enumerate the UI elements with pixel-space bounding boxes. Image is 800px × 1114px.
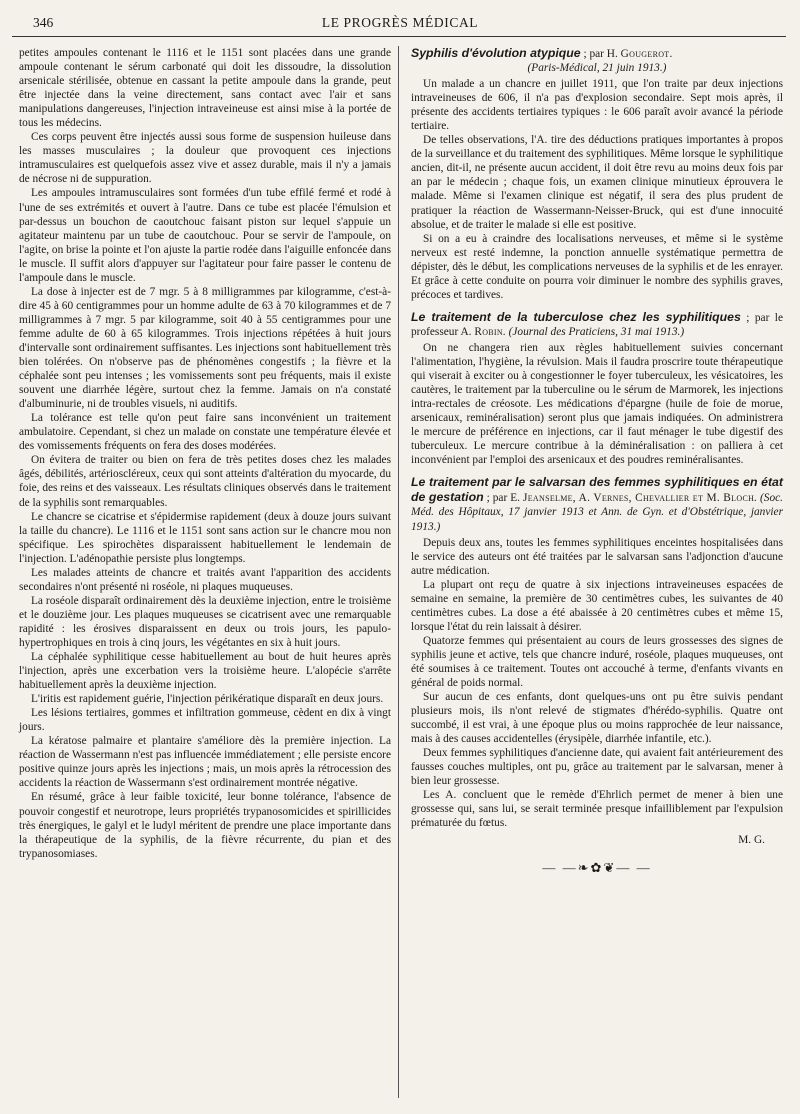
page-number: 346 <box>33 15 54 30</box>
article-byline: ; par le professeur A. <box>411 311 783 338</box>
paragraph: En résumé, grâce à leur faible toxicité, leur bonne tolérance, l'absence de pouvoir congestif et neurotrope, leurs propriétés trypanosomicides et spirillicides très énergiques, le galyl et le ludyl méritent de prendre une place importante dans la thérapeutique de la syphilis, de la fièvre récurrente, du pian et des trypanosomiases. <box>19 791 391 860</box>
paragraph: On évitera de traiter ou bien on fera de très petites doses chez les malades âgés, débilités, artérioscléreux, ceux qui sont atteints d'altération du myocarde, du foie, des reins et des vaisseaux. Les résultats cliniques observés dans le traitement de la syphilis sont remarquables. <box>19 454 391 509</box>
right-column <box>411 46 783 875</box>
article-heading <box>411 46 783 75</box>
paragraph: La roséole disparaît ordinairement dès la deuxième injection, entre le troisième et le douzième jour. Les plaques muqueuses se cicatrisent avec une remarquable rapidité : les érosives disparaissent en deux ou trois jours, les papulo-hypertrophiques en trois à cinq jours, les végétantes en six à huit jours. <box>19 594 391 649</box>
article-heading <box>411 310 783 339</box>
paragraph: Sur aucun de ces enfants, dont quelques-uns ont pu être suivis pendant plusieurs mois, ils n'ont relevé de stigmates d'hérédo-syphilis. Quatre ont succombé, il est vrai, à une époque plus ou moins rapprochée de leur naissance, mais à des causes accidentelles (érysipèle, diarrhée infantile, etc.). <box>411 691 783 746</box>
article-source: . (Soc. Méd. des Hôpitaux, 17 janvier 1913 et Ann. de Gyn. et d'Obstétrique, janvier 1913.) <box>411 492 783 533</box>
paragraph: Un malade a un chancre en juillet 1911, que l'on traite par deux injections intraveineuses de 606, il n'a pas d'explosion secondaire. Sept mois après, il présente des accidents tertiaires typiques : le 606 paraît avoir avancé la période tertiaire. <box>411 78 783 133</box>
paragraph: petites ampoules contenant le 1116 et le 1151 sont placées dans une grande ampoule contenant le sérum carbonaté qui doit les dissoudre, la dissolution arsenicale stérilisée, obtenue en cassant la petite ampoule dans la grande, peut être injectée dans la veine directement, sans contact avec l'air et sans manipulations dangereuses, l'injection intraveineuse est ainsi mise à la portée de tous les médecins. <box>19 47 391 130</box>
article-syphilis-atypique <box>411 46 783 302</box>
paragraph: Le chancre se cicatrise et s'épidermise rapidement (deux à douze jours suivant la taille du chancre). Le 1116 et le 1151 sont sans action sur le chancre mou non spécifique. Les spirochètes disparaissent habituellement le lendemain de l'injection. L'adénopathie persiste plus longtemps. <box>19 510 391 565</box>
paragraph: Les A. concluent que le remède d'Ehrlich permet de mener à bien une grossesse qui, sans lui, se serait terminée presque infailliblement par l'expulsion prématurée du fœtus. <box>411 789 783 830</box>
article-tuberculose <box>411 310 783 468</box>
paragraph: Si on a eu à craindre des localisations nerveuses, et même si le système nerveux est resté indemne, la ponction annuelle systématique permettra de dépister, dès le début, les complications nerveuses de la syphilis et de les enrayer. Et grâce à cette conduite on pourra voir diminuer le nombre des syphilis graves, précoces et tardives. <box>411 232 783 301</box>
article-source: (Paris-Médical, 21 juin 1913.) <box>527 62 667 75</box>
article-author: Gougerot <box>620 48 670 60</box>
running-title: LE PROGRÈS MÉDICAL <box>321 15 479 30</box>
article-author-end: . <box>669 48 673 60</box>
article-salvarsan <box>411 475 783 846</box>
article-title: Le traitement par le salvarsan des femmes syphilitiques en état de gestation <box>411 475 783 505</box>
header-rule <box>12 36 786 37</box>
paragraph: Ces corps peuvent être injectés aussi sous forme de suspension huileuse dans les masses musculaires ; la douleur que provoquent ces injections intramusculaires est quelquefois assez vive et assez durable, mais il n'y a jamais de nécrose ni de suppuration. <box>19 131 391 186</box>
page-header <box>22 13 778 35</box>
paragraph: Depuis deux ans, toutes les femmes syphilitiques enceintes hospitalisées dans le service des auteurs ont été traitées par le salvarsan sans l'adjonction d'aucune autre médication. <box>411 536 783 577</box>
paragraph: Les malades atteints de chancre et traités avant l'apparition des accidents secondaires n'ont présenté ni roséole, ni plaques muqueuses. <box>19 566 391 593</box>
signature: M. G. <box>738 833 765 846</box>
article-source: . (Journal des Praticiens, 31 mai 1913.) <box>502 325 685 338</box>
article-byline: ; par E. <box>483 492 524 505</box>
paragraph: La céphalée syphilitique cesse habituellement au bout de huit heures après l'injection, après une excerbation vers la troisième heure. L'alopécie s'arrête habituellement après la deuxième injection. <box>19 651 391 692</box>
ornament: — —❧✿❦— — <box>542 859 652 875</box>
column-divider <box>398 46 399 1098</box>
paragraph: Les ampoules intramusculaires sont formées d'un tube effilé fermé et rodé à l'une de ses extrémités et ouvert à l'autre. Dans ce tube est placée l'émulsion et par-dessus un bouchon de caoutchouc faisant piston sur lequel s'appuie un agitateur maintenu par un tube de caoutchouc. Pour se servir de l'ampoule, on l'agite, on brise la pointe et l'on ajuste la partie rodée dans l'aiguille enfoncée dans le muscle. Il suffit alors d'appuyer sur l'agitateur pour faire passer le contenu de l'ampoule dans le muscle. <box>19 187 391 284</box>
paragraph: La kératose palmaire et plantaire s'améliore dès la première injection. La réaction de Wassermann n'est pas influencée immédiatement ; elle persiste encore positive quinze jours après les injections ; mais, un mois après la rétrocession des accidents la réaction de Wassermann s'est ordinairement montrée négative. <box>19 735 391 790</box>
article-title: Le traitement de la tuberculose chez les syphilitiques <box>411 309 741 324</box>
article-title: Syphilis d'évolution atypique <box>411 46 581 60</box>
paragraph: Deux femmes syphilitiques d'ancienne date, qui avaient fait antérieurement des fausses couches multiples, ont pu, grâce au traitement par le salvarsan, mener à bien leur grossesse. <box>411 747 783 788</box>
article-byline: ; par H. <box>580 48 621 60</box>
paragraph: L'iritis est rapidement guérie, l'injection périkératique disparaît en deux jours. <box>31 693 384 706</box>
paragraph: Les lésions tertiaires, gommes et infiltration gommeuse, cèdent en dix à vingt jours. <box>19 707 391 734</box>
article-heading <box>411 475 783 533</box>
paragraph: La dose à injecter est de 7 mgr. 5 à 8 milligrammes par kilogramme, c'est-à-dire 45 à 60 centigrammes pour un homme adulte de 63 à 70 kilogrammes et de 7 milligrammes à 7 mgr. 5 par kilogramme, soit 40 à 55 centigrammes pour une femme adulte de 60 à 65 kilogrammes. Trois injections répétées à huit jours d'intervalle sont ordinairement suffisantes. Les injections sont habituellement très bien tolérées. On n'observe pas de phénomènes congestifs ; la fièvre et la céphalée sont peu intenses ; les vomissements sont peu fréquents, mais il existe souvent une diarrhée légère, surtout chez la femme. Jamais on n'a constaté d'albuminurie, ni de troubles visuels, ni auditifs. <box>19 285 391 411</box>
paragraph: Quatorze femmes qui présentaient au cours de leurs grossesses des signes de syphilis jeune et active, tels que chancre induré, roséole, plaques muqueuses, ont été soumises à ce traitement. Toutes ont accouché à terme, d'enfants vivants en général de poids normal. <box>411 634 783 690</box>
paragraph: La tolérance est telle qu'on peut faire sans inconvénient un traitement ambulatoire. Cependant, si chez un malade on constate une température élevée et des vomissements fréquents on fera des doses modérées. <box>19 412 391 453</box>
paragraph: La plupart ont reçu de quatre à six injections intraveineuses espacées de semaine en semaine, la première de 30 centimètres cubes, les suivantes de 40 centimètres cubes. La dose a été abaissée à 20 centimètres cubes et même 15, lorsque l'état du rein laissait à désirer. <box>411 578 783 633</box>
paragraph: On ne changera rien aux règles habituellement suivies concernant l'alimentation, l'hygiène, la révulsion. Mais il faudra proscrire toute thérapeutique qui viserait à exciter ou à congestionner le foyer tuberculeux, les vésicatoires, les cautères, le traitement par la tuberculine ou le sérum de Marmorek, les injections intra-rectales de créosote. Les médications d'épargne (huile de foie de morue, arsenicaux, reminéralisation) seront plus que jamais indiquées. On administrera le mercure de préférence en injections, car il faut ménager le tube digestif des tuberculeux. Le mercure contribue à la déminéralisation : on palliera à cet inconvénient par l'emploi des arsenicaux et des poudres reminéralisantes. <box>411 341 783 467</box>
article-authors: Jeanselme, A. Vernes, Chevallier et M. Bloch <box>523 492 755 505</box>
paragraph: De telles observations, l'A. tire des déductions pratiques importantes à propos de la surveillance et du traitement des syphilitiques. Même lorsque le syphilitique ancien, dit-il, ne présente aucun accident, il doit être revu au moins deux fois par an par le médecin ; chaque fois, un examen clinique minutieux éprouvera le malade. Même si l'examen clinique est négatif, il sera des plus prudent de pratiquer la réaction de Wassermann-Neisser-Bruck, qui est d'une innocuité absolue, et de traiter le malade si elle est positive. <box>411 134 783 231</box>
article-author: Robin <box>474 325 503 338</box>
left-column <box>19 46 391 861</box>
